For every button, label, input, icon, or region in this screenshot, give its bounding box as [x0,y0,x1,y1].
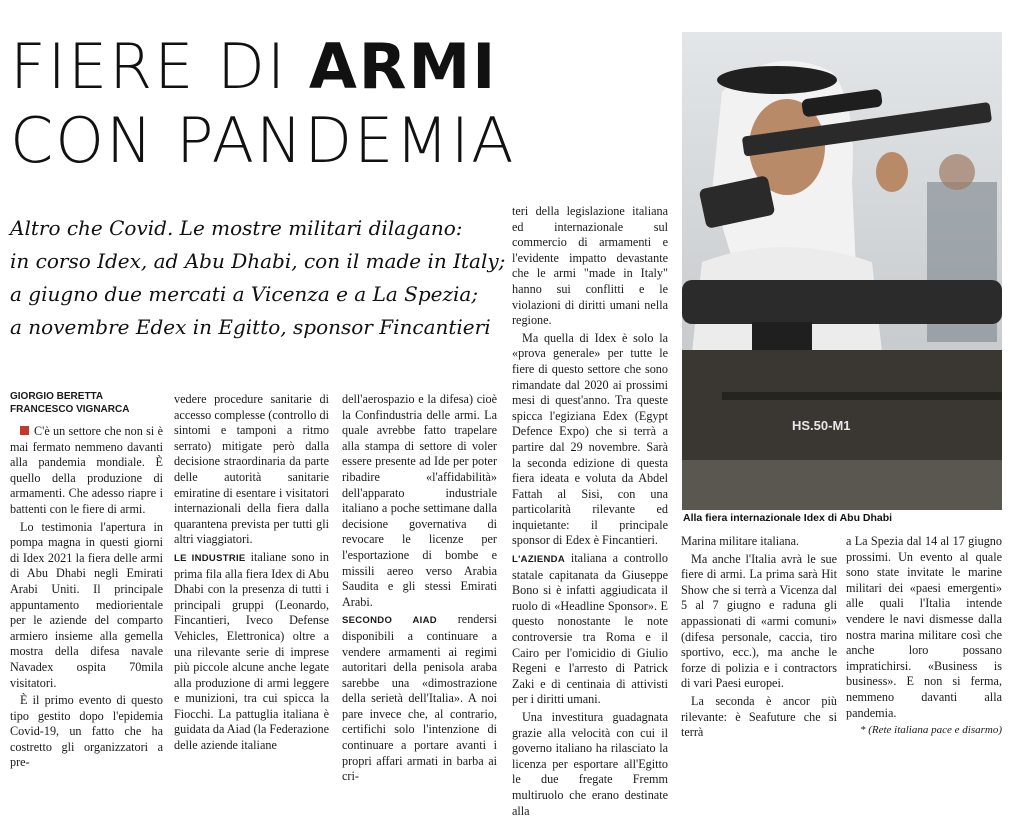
paragraph: Ma quella di Idex è solo la «prova generale» per tutte le fiere di questo settore che sono rimandate dal 2020 ai prossimi mesi di quest'anno. Tra queste spicca l'egiziana Edex (Egypt Defence Expo) che si terrà a partire dal 29 novembre. Sarà la seconda edizione di questa fiera ideata e voluta da Abdel Fattah al Sisi, con una particolarità rilevante ed inquietante: il principale sponsor di Edex è Fincantieri. [512,330,668,548]
paragraph: Ma anche l'Italia avrà le sue fiere di armi. La prima sarà Hit Show che si terrà a Vicenza dal 5 al 7 giugno e raduna gli appassionati di «armi comuni» (difesa personale, caccia, tiro sportivo, ecc.), ma anche le forze di polizia e i contractors di vari Paesi europei. [681,551,837,691]
foreground-scope [682,280,1002,324]
subtitle-line: Altro che Covid. Le mostre militari dilagano: [10,216,463,240]
agal-headband [717,66,837,94]
section-kicker: LE INDUSTRIE [174,552,246,564]
paragraph: dell'aerospazio e la difesa) cioè la Confindustria delle armi. La quale avrebbe fatto trapelare alla stampa di settore di voler essere presente ad Ide per poter ribadire «l'affidabilità» dell'apparato industriale italiano a poche settimane dalla decisione governativa di revocare le licenze per l'esportazione di bombe e missili aereo verso Arabia Saudita e gli stessi Emirati Arabi. [342,392,497,609]
author-name: FRANCESCO VIGNARCA [10,404,130,415]
photo-illustration [682,32,1002,510]
section-marker-icon [20,426,29,435]
display-table [682,460,1002,510]
article-column-1 [10,390,163,773]
article-column-3 [342,392,497,787]
paragraph: Lo testimonia l'apertura in pompa magna in questi giorni di Idex 2021 la fiera delle armi di Abu Dhabi negli Emirati Arabi Uniti. Il principale appuntamento mediorientale per le aziende del comparto armiero insieme alla gemella mostra della difesa navale Navadex ospita 70mila visitatori. [10,519,163,690]
photo-caption: Alla fiera internazionale Idex di Abu Dhabi [683,512,893,524]
paragraph: C'è un settore che non si è mai fermato nemmeno davanti alla pandemia mondiale. È quello della produzione di armamenti. Che adesso riapre i battenti con le fiere di armi. [10,424,163,516]
headline-line-1 [10,30,516,104]
author-name: GIORGIO BERETTA [10,391,104,402]
paragraph: vedere procedure sanitarie di accesso complesse (controllo di sintomi e tamponi a ritmo serrato) mitigate però dalla decisione straordinaria da parte delle autorità sanitarie emiratine di esentare i visitatori internazionali della fiera dalla quarantena prevista per tutti gli altri viaggiatori. [174,392,329,547]
subtitle-line: a novembre Edex in Egitto, sponsor Fincantieri [10,315,491,339]
subtitle-line: a giugno due mercati a Vicenza e a La Spezia; [10,282,479,306]
paragraph: Una investitura guadagnata grazie alla velocità con cui il governo italiano ha rilasciato la licenza per esportare all'Egitto le due fregate Fremm multiruolo che erano destinate alla [512,710,668,818]
section-kicker: SECONDO AIAD [342,615,437,627]
subtitle-line: in corso Idex, ad Abu Dhabi, con il made in Italy; [10,249,506,273]
paragraph: italiana a controllo statale capitanata da Giuseppe Bono si è infatti aggiudicata il ruolo di «Headline Sponsor». E questo nonostante le note controversie tra Roma e il Cairo per l'omicidio di Giulio Regeni e l'arresto di Patrick Zaki e di centinaia di attivisti per i diritti umani. [512,551,668,707]
article-column-4 [512,204,668,821]
headline-bold-part: ARMI [308,30,498,103]
authors [10,390,163,416]
background-person-head [939,154,975,190]
paragraph: italiane sono in prima fila alla fiera Idex di Abu Dhabi con la presenza di tutti i principali gruppi (Leonardo, Fincantieri, Iveco Defense Vehicles, Elettronica) oltre a una rilevante serie di imprese più piccole alcune anche legate alla produzione di armi leggere e munizioni, tra cui spicca la Fiocchi. La pattuglia italiana è guidata da Aiad (la Federazione delle aziende italiane [174,549,330,753]
paragraph: rendersi disponibili a continuare a vendere armamenti ai regimi autoritari della penisola araba sarebbe una «dimostrazione della serietà dell'Italia». A noi pare invece che, al contrario, certifichi solo l'intenzione di continuare a portare avanti i propri affari armati in barba ai cri- [342,612,497,784]
paragraph: La seconda è ancor più rilevante: è Seafuture che si terrà [681,693,837,740]
foreground-rifle-body [682,350,1002,460]
scope-mount [752,322,812,352]
signature: * (Rete italiana pace e disarmo) [859,724,1002,737]
paragraph: È il primo evento di questo tipo gestito dopo l'epidemia Covid-19, un fatto che ha costretto gli organizzatori a pre- [10,693,163,770]
subtitle [10,212,510,344]
rail [722,392,1002,400]
article-column-6 [846,534,1002,741]
article-column-5 [681,534,837,743]
photo [682,32,1002,510]
hand [876,152,908,192]
section-kicker: L'AZIENDA [512,554,565,566]
paragraph: teri della legislazione italiana ed internazionale sul commercio di armamenti e l'evidente impatto devastante che le armi "made in Italy" hanno sui conflitti e le violazioni di diritti umani nella regione. [512,204,668,328]
rifle-marking: HS.50-M1 [792,418,851,433]
headline [10,30,516,178]
headline-line-2: CON PANDEMIA [10,104,516,177]
paragraph: Marina militare italiana. [681,534,800,548]
headline-thin-part: FIERE DI [10,30,309,103]
paragraph: a La Spezia dal 14 al 17 giugno prossimi. Un evento al quale sono state invitate le marine militari dei «paesi emergenti» alle quali l'Italia intende vendere le navi dismesse dalla nostra marina militare così che anche loro possano impratichirsi. «Business is business». E non si ferma, nemmeno davanti alla pandemia. [846,534,1002,720]
article-column-2 [174,392,329,756]
